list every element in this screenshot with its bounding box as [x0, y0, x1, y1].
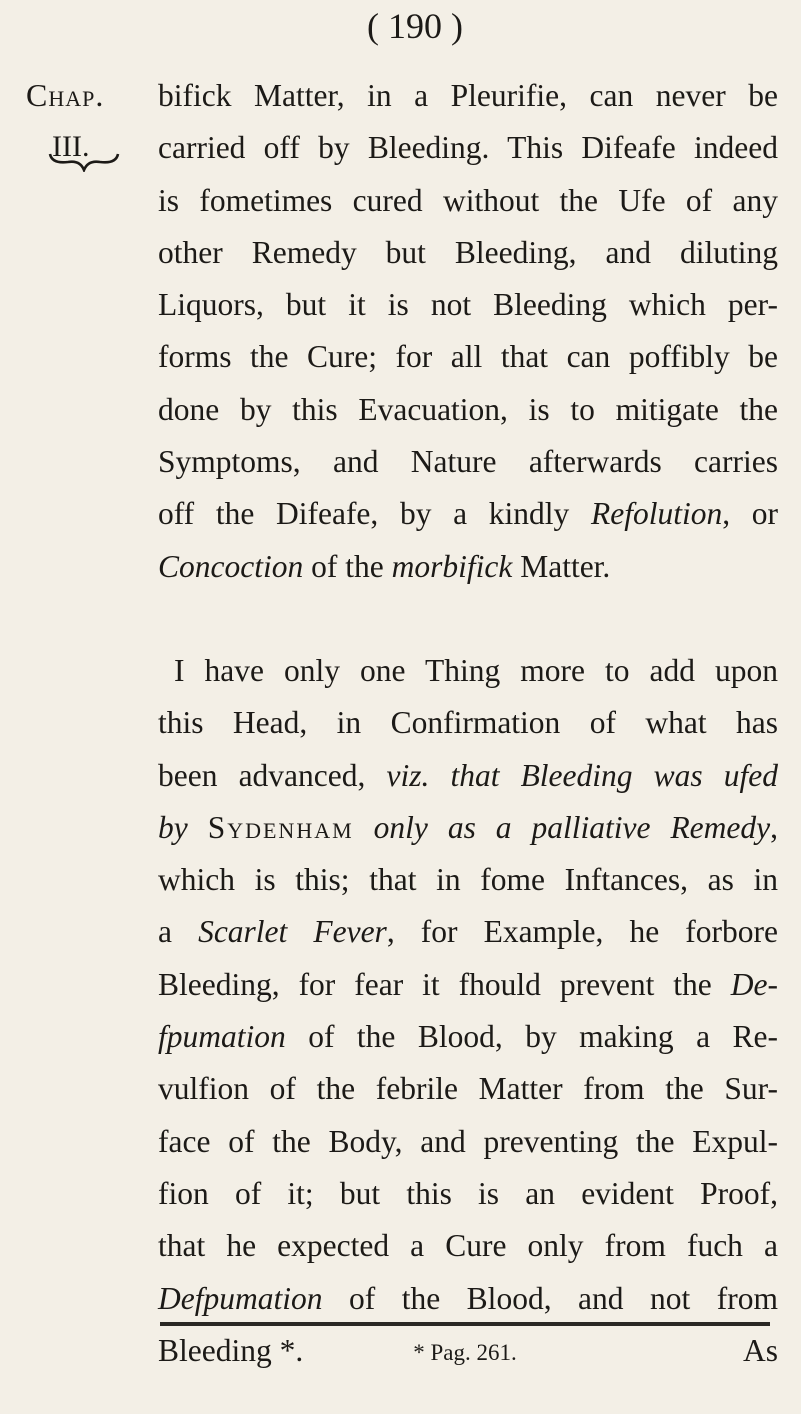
margin-chapter-number: III.: [52, 130, 90, 163]
text-line: vulfion of the febrile Matter from the Sur-: [158, 1071, 778, 1107]
text-line: done by this Evacuation, is to mitigate the: [158, 391, 778, 427]
text-line: Bleeding, for fear it fhould prevent the De-: [158, 966, 778, 1002]
body-text: [158, 70, 778, 1377]
footnote: * Pag. 261.: [413, 1340, 517, 1365]
text-line: I have only one Thing more to add upon: [174, 652, 778, 688]
text-line: is fometimes cured without the Ufe of any: [158, 182, 778, 218]
text-line: a Scarlet Fever, for Example, he forbore: [158, 914, 778, 950]
text-line: fpumation of the Blood, by making a Re-: [158, 1019, 778, 1055]
paragraph-2: [158, 645, 778, 1377]
catchword: As: [742, 1332, 778, 1368]
text-line: Liquors, but it is not Bleeding which per-: [158, 287, 778, 323]
margin-brace-icon: [48, 150, 120, 172]
text-line: been advanced, viz. that Bleeding was ufed: [158, 757, 778, 793]
text-line: Concoction of the morbifick Matter.: [158, 548, 611, 584]
text-line: by Sydenham only as a palliative Remedy,: [158, 809, 778, 845]
text-line: fion of it; but this is an evident Proof,: [158, 1175, 778, 1211]
margin-chapter-label: [26, 74, 104, 116]
text-line: that he expected a Cure only from fuch a: [158, 1228, 778, 1264]
text-line: other Remedy but Bleeding, and diluting: [158, 234, 778, 270]
paragraph-1: [158, 70, 778, 593]
text-line: face of the Body, and preventing the Expul-: [158, 1123, 778, 1159]
text-line: off the Difeafe, by a kindly Refolution, or: [158, 496, 778, 532]
footnote-rule: [160, 1322, 770, 1326]
text-line: forms the Cure; for all that can poffibly be: [158, 339, 778, 375]
chap-label: Chap.: [26, 77, 105, 113]
text-line: this Head, in Confirmation of what has: [158, 705, 778, 741]
text-line: carried off by Bleeding. This Difeafe indeed: [158, 130, 778, 166]
footnote-ref: Bleeding *.: [158, 1332, 304, 1368]
page-number: ( 190 ): [367, 6, 463, 46]
text-line: bifick Matter, in a Pleurifie, can never be: [158, 78, 778, 113]
text-line: which is this; that in fome Inftances, as in: [158, 862, 778, 898]
text-line: Defpumation of the Blood, and not from: [158, 1280, 778, 1316]
text-line: Symptoms, and Nature afterwards carries: [158, 444, 778, 480]
